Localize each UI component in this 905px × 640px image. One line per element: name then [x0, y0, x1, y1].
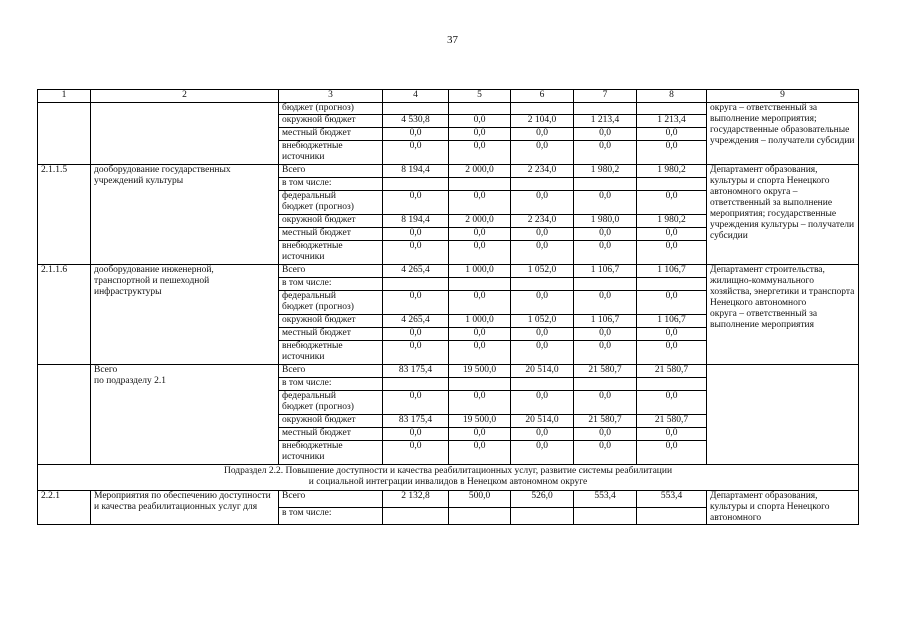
funding-source-cell: бюджет (прогноз) — [279, 103, 383, 115]
value-cell: 0,0 — [511, 341, 574, 365]
value-cell: 0,0 — [574, 128, 637, 141]
value-cell — [449, 508, 511, 525]
budget-table — [37, 89, 859, 525]
value-cell: 0,0 — [383, 228, 449, 241]
funding-source-cell: Всего — [279, 491, 383, 508]
value-cell: 0,0 — [511, 241, 574, 265]
value-cell: 500,0 — [449, 491, 511, 508]
funding-source-cell: местный бюджет — [279, 128, 383, 141]
value-cell: 0,0 — [449, 241, 511, 265]
item-number-cell: 2.1.1.5 — [38, 165, 91, 265]
value-cell: 0,0 — [383, 291, 449, 315]
value-cell: 0,0 — [637, 141, 707, 165]
funding-source-cell: окружной бюджет — [279, 215, 383, 228]
value-cell: 8 194,4 — [383, 165, 449, 178]
value-cell: 0,0 — [383, 328, 449, 341]
value-cell: 553,4 — [637, 491, 707, 508]
value-cell: 19 500,0 — [449, 415, 511, 428]
value-cell: 1 980,2 — [574, 165, 637, 178]
funding-source-cell: Всего — [279, 165, 383, 178]
value-cell: 0,0 — [637, 228, 707, 241]
value-cell: 0,0 — [383, 391, 449, 415]
value-cell: 0,0 — [637, 428, 707, 441]
funding-source-cell: в том числе: — [279, 278, 383, 291]
value-cell — [449, 378, 511, 391]
value-cell: 0,0 — [637, 241, 707, 265]
value-cell — [511, 103, 574, 115]
value-cell: 1 213,4 — [637, 115, 707, 128]
funding-source-cell: местный бюджет — [279, 328, 383, 341]
value-cell: 2 000,0 — [449, 215, 511, 228]
column-header: 5 — [449, 90, 511, 103]
value-cell: 0,0 — [511, 228, 574, 241]
value-cell: 0,0 — [637, 341, 707, 365]
value-cell: 0,0 — [574, 291, 637, 315]
funding-source-cell: федеральный бюджет (прогноз) — [279, 391, 383, 415]
column-header: 8 — [637, 90, 707, 103]
value-cell: 8 194,4 — [383, 215, 449, 228]
value-cell: 1 052,0 — [511, 265, 574, 278]
value-cell — [449, 103, 511, 115]
value-cell: 0,0 — [574, 241, 637, 265]
value-cell: 0,0 — [637, 128, 707, 141]
table-row — [38, 165, 859, 178]
responsible-cell: округа – ответственный за выполнение мероприятия; государственные образовательные учреждения – получатели субсидии — [707, 103, 859, 165]
value-cell: 0,0 — [511, 191, 574, 215]
value-cell: 0,0 — [449, 228, 511, 241]
value-cell: 21 580,7 — [574, 415, 637, 428]
value-cell — [574, 278, 637, 291]
responsible-cell: Департамент образования, культуры и спорта Ненецкого автономного округа – ответственный за выполнение мероприятия; государственные учреждения культуры – получатели субсидии — [707, 165, 859, 265]
value-cell: 1 106,7 — [637, 265, 707, 278]
value-cell: 0,0 — [449, 391, 511, 415]
value-cell — [383, 278, 449, 291]
value-cell — [574, 178, 637, 191]
value-cell: 0,0 — [383, 441, 449, 465]
table-row — [38, 365, 859, 378]
value-cell — [637, 378, 707, 391]
column-header: 7 — [574, 90, 637, 103]
value-cell — [637, 508, 707, 525]
value-cell: 553,4 — [574, 491, 637, 508]
table-row — [38, 265, 859, 278]
table-row — [38, 491, 859, 508]
value-cell — [511, 508, 574, 525]
value-cell — [449, 178, 511, 191]
item-number-cell: 2.2.1 — [38, 491, 91, 525]
value-cell: 0,0 — [449, 115, 511, 128]
funding-source-cell: Всего — [279, 365, 383, 378]
value-cell: 2 132,8 — [383, 491, 449, 508]
responsible-cell: Департамент образования, культуры и спорта Ненецкого автономного — [707, 491, 859, 525]
item-name-cell: Всего по подразделу 2.1 — [91, 365, 279, 465]
value-cell: 1 000,0 — [449, 265, 511, 278]
value-cell — [637, 278, 707, 291]
value-cell — [449, 278, 511, 291]
value-cell: 0,0 — [449, 441, 511, 465]
table-row — [38, 103, 859, 115]
value-cell: 2 104,0 — [511, 115, 574, 128]
value-cell: 0,0 — [574, 328, 637, 341]
value-cell: 21 580,7 — [637, 415, 707, 428]
column-header: 9 — [707, 90, 859, 103]
value-cell: 0,0 — [637, 391, 707, 415]
value-cell: 2 234,0 — [511, 215, 574, 228]
value-cell — [574, 103, 637, 115]
value-cell: 0,0 — [511, 328, 574, 341]
item-name-cell: дооборудование государственных учреждений культуры — [91, 165, 279, 265]
value-cell: 0,0 — [574, 141, 637, 165]
funding-source-cell: внебюджетные источники — [279, 241, 383, 265]
value-cell: 0,0 — [511, 128, 574, 141]
value-cell: 526,0 — [511, 491, 574, 508]
table-row — [38, 465, 859, 491]
value-cell: 0,0 — [574, 341, 637, 365]
value-cell: 0,0 — [574, 228, 637, 241]
value-cell: 1 106,7 — [637, 315, 707, 328]
value-cell: 0,0 — [637, 328, 707, 341]
column-header: 1 — [38, 90, 91, 103]
value-cell: 1 000,0 — [449, 315, 511, 328]
value-cell: 0,0 — [449, 191, 511, 215]
responsible-cell: Департамент строительства, жилищно-коммунального хозяйства, энергетики и транспорта Ненецкого автономного округа – ответственный за выполнение мероприятия — [707, 265, 859, 365]
value-cell: 2 234,0 — [511, 165, 574, 178]
value-cell: 0,0 — [449, 128, 511, 141]
funding-source-cell: внебюджетные источники — [279, 341, 383, 365]
value-cell: 0,0 — [383, 341, 449, 365]
funding-source-cell: федеральный бюджет (прогноз) — [279, 291, 383, 315]
value-cell: 0,0 — [383, 141, 449, 165]
value-cell: 0,0 — [574, 428, 637, 441]
column-header: 6 — [511, 90, 574, 103]
value-cell: 1 106,7 — [574, 265, 637, 278]
value-cell — [511, 278, 574, 291]
value-cell: 0,0 — [449, 141, 511, 165]
value-cell: 0,0 — [449, 328, 511, 341]
value-cell — [574, 508, 637, 525]
funding-source-cell: внебюджетные источники — [279, 141, 383, 165]
value-cell — [383, 103, 449, 115]
value-cell: 0,0 — [511, 441, 574, 465]
value-cell: 0,0 — [637, 191, 707, 215]
funding-source-cell: в том числе: — [279, 178, 383, 191]
value-cell: 0,0 — [449, 291, 511, 315]
value-cell: 0,0 — [574, 191, 637, 215]
value-cell — [383, 178, 449, 191]
value-cell: 20 514,0 — [511, 415, 574, 428]
funding-source-cell: окружной бюджет — [279, 315, 383, 328]
value-cell — [637, 178, 707, 191]
item-number-cell — [38, 103, 91, 165]
item-name-cell: Мероприятия по обеспечению доступности и качества реабилитационных услуг для — [91, 491, 279, 525]
page-number: 37 — [447, 34, 458, 46]
item-name-cell — [91, 103, 279, 165]
funding-source-cell: местный бюджет — [279, 228, 383, 241]
value-cell: 0,0 — [574, 441, 637, 465]
value-cell: 0,0 — [383, 241, 449, 265]
funding-source-cell: окружной бюджет — [279, 115, 383, 128]
column-header: 4 — [383, 90, 449, 103]
value-cell — [637, 103, 707, 115]
value-cell: 0,0 — [383, 428, 449, 441]
value-cell: 21 580,7 — [574, 365, 637, 378]
value-cell: 83 175,4 — [383, 415, 449, 428]
funding-source-cell: в том числе: — [279, 378, 383, 391]
value-cell: 2 000,0 — [449, 165, 511, 178]
column-number-row — [38, 90, 859, 103]
value-cell: 1 980,2 — [637, 165, 707, 178]
value-cell: 20 514,0 — [511, 365, 574, 378]
column-header: 3 — [279, 90, 383, 103]
value-cell: 0,0 — [449, 341, 511, 365]
funding-source-cell: в том числе: — [279, 508, 383, 525]
value-cell: 0,0 — [383, 191, 449, 215]
value-cell: 1 213,4 — [574, 115, 637, 128]
funding-source-cell: Всего — [279, 265, 383, 278]
value-cell: 0,0 — [574, 391, 637, 415]
value-cell — [574, 378, 637, 391]
item-name-cell: дооборудование инженерной, транспортной и пешеходной инфраструктуры — [91, 265, 279, 365]
column-header: 2 — [91, 90, 279, 103]
value-cell: 0,0 — [511, 141, 574, 165]
item-number-cell — [38, 365, 91, 465]
value-cell: 4 265,4 — [383, 315, 449, 328]
funding-source-cell: местный бюджет — [279, 428, 383, 441]
value-cell: 0,0 — [511, 291, 574, 315]
value-cell — [383, 378, 449, 391]
value-cell: 0,0 — [383, 128, 449, 141]
value-cell — [383, 508, 449, 525]
value-cell: 0,0 — [511, 428, 574, 441]
responsible-cell — [707, 365, 859, 465]
funding-source-cell: внебюджетные источники — [279, 441, 383, 465]
value-cell: 4 530,8 — [383, 115, 449, 128]
value-cell: 0,0 — [637, 291, 707, 315]
value-cell: 19 500,0 — [449, 365, 511, 378]
value-cell: 83 175,4 — [383, 365, 449, 378]
value-cell: 1 052,0 — [511, 315, 574, 328]
funding-source-cell: федеральный бюджет (прогноз) — [279, 191, 383, 215]
value-cell: 0,0 — [637, 441, 707, 465]
value-cell: 1 980,2 — [637, 215, 707, 228]
value-cell — [511, 378, 574, 391]
value-cell: 0,0 — [449, 428, 511, 441]
value-cell: 21 580,7 — [637, 365, 707, 378]
value-cell: 0,0 — [511, 391, 574, 415]
value-cell: 1 106,7 — [574, 315, 637, 328]
item-number-cell: 2.1.1.6 — [38, 265, 91, 365]
value-cell: 1 980,0 — [574, 215, 637, 228]
value-cell: 4 265,4 — [383, 265, 449, 278]
funding-source-cell: окружной бюджет — [279, 415, 383, 428]
subsection-title: Подраздел 2.2. Повышение доступности и качества реабилитационных услуг, развитие системы реабилитации и социальной интеграции инвалидов в Ненецком автономном округе — [38, 465, 859, 491]
value-cell — [511, 178, 574, 191]
